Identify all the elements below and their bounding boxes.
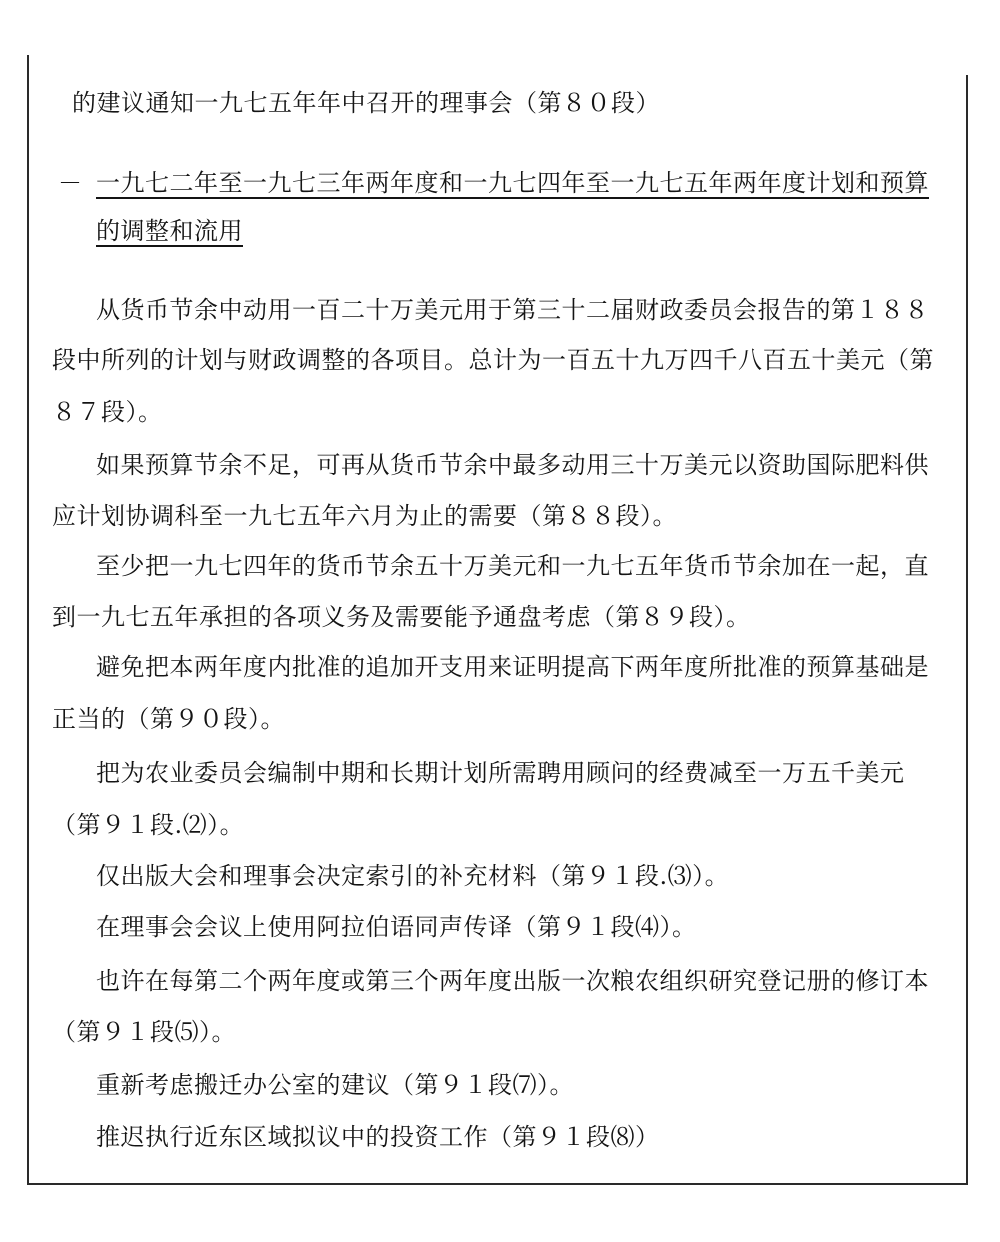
paragraph-1-line-1: 从货币节余中动用一百二十万美元用于第三十二届财政委员会报告的第１８８: [96, 296, 929, 324]
paragraph-2-line-2: 应计划协调科至一九七五年六月为止的需要（第８８段）。: [52, 502, 677, 530]
heading-bullet: －: [58, 169, 82, 197]
paragraph-5-line-1: 把为农业委员会编制中期和长期计划所需聘用顾问的经费减至一万五千美元: [96, 759, 905, 787]
paragraph-3-line-1: 至少把一九七四年的货币节余五十万美元和一九七五年货币节余加在一起，直: [96, 552, 929, 580]
paragraph-1-line-2: 段中所列的计划与财政调整的各项目。总计为一百五十九万四千八百五十美元（第: [52, 346, 934, 374]
paragraph-10-line-1: 推迟执行近东区域拟议中的投资工作（第９１段⑻）: [96, 1123, 660, 1151]
paragraph-3-line-2: 到一九七五年承担的各项义务及需要能予通盘考虑（第８９段）。: [52, 603, 751, 631]
paragraph-5-line-2: （第９１段.⑵）。: [52, 811, 245, 839]
right-margin-rule: [966, 75, 968, 1185]
paragraph-6-line-1: 仅出版大会和理事会决定索引的补充材料（第９１段.⑶）。: [96, 862, 730, 890]
paragraph-4-line-2: 正当的（第９０段）。: [52, 705, 285, 733]
bottom-margin-rule: [27, 1183, 968, 1185]
paragraph-8-line-2: （第９１段⑸）。: [52, 1018, 236, 1046]
paragraph-2-line-1: 如果预算节余不足，可再从货币节余中最多动用三十万美元以资助国际肥料供: [96, 451, 929, 479]
paragraph-9-line-1: 重新考虑搬迁办公室的建议（第９１段⑺）。: [96, 1071, 574, 1099]
section-heading-line-2: 的调整和流用: [96, 217, 243, 245]
section-heading-line-1: 一九七二年至一九七三年两年度和一九七四年至一九七五年两年度计划和预算: [96, 169, 929, 197]
left-margin-rule: [27, 55, 29, 1185]
paragraph-8-line-1: 也许在每第二个两年度或第三个两年度出版一次粮农组织研究登记册的修订本: [96, 967, 929, 995]
continuation-line: 的建议通知一九七五年年中召开的理事会（第８０段）: [72, 89, 660, 117]
paragraph-1-line-3: ８７段）。: [52, 398, 163, 426]
paragraph-7-line-1: 在理事会会议上使用阿拉伯语同声传译（第９１段⑷）。: [96, 913, 697, 941]
paragraph-4-line-1: 避免把本两年度内批准的追加开支用来证明提高下两年度所批准的预算基础是: [96, 653, 929, 681]
